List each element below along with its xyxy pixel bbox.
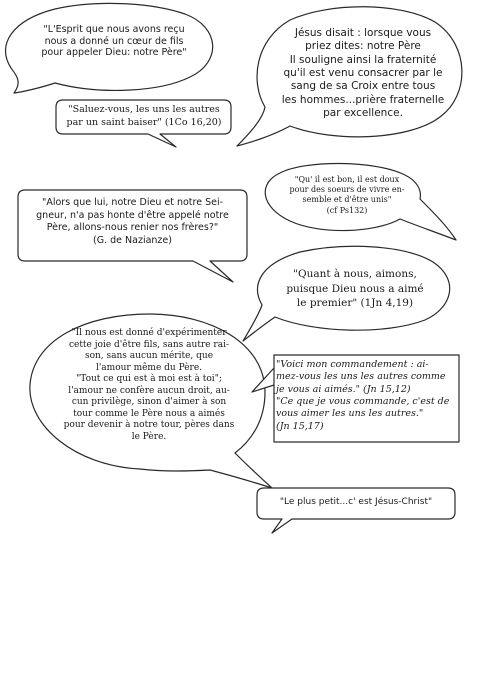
text-line: "Saluez-vous, les uns les autres	[68, 104, 220, 115]
text-line: "Qu' il est bon, il est doux	[294, 175, 400, 184]
text-line: qu'il est venu consacrer par le	[283, 66, 443, 79]
text-line: Jésus disait : lorsque vous	[294, 27, 432, 39]
text-line: puisque Dieu nous a aimé	[286, 282, 424, 295]
text-line: "Voici mon commandement : ai-	[276, 359, 429, 370]
bubble-petit-shape	[257, 488, 455, 533]
text-line: le premier" (1Jn 4,19)	[296, 297, 414, 310]
bubble-jesus-text	[276, 27, 450, 120]
text-line: "Le plus petit...c' est Jésus-Christ"	[279, 497, 433, 507]
bubble-donne-text	[55, 328, 243, 443]
text-line: tour comme le Père nous a aimés	[73, 408, 225, 419]
text-line: "Tout ce qui est à moi est à toi";	[76, 374, 222, 385]
text-line: Père, allons-nous renier nos frères?"	[46, 222, 219, 234]
bubble-petit-text	[260, 497, 452, 508]
text-line: les hommes...prière fraternelle	[281, 93, 445, 106]
bubble-alors-text	[21, 197, 244, 248]
text-line: "Quant à nous, aimons,	[293, 268, 417, 280]
text-line: par excellence.	[323, 106, 403, 119]
text-line: "L'Esprit que nous avons reçu	[43, 24, 185, 35]
text-line: par un saint baiser" (1Co 16,20)	[66, 116, 222, 128]
text-line: l'amour même du Père.	[95, 362, 203, 373]
text-line: le Père.	[131, 431, 167, 442]
text-line: "Alors que lui, notre Dieu et notre Sei-	[41, 197, 224, 208]
bubble-bon-text	[288, 175, 406, 216]
bubble-esprit-text	[38, 24, 190, 59]
text-line: "Ce que je vous commande, c'est de	[276, 396, 450, 408]
bubble-aimons-text	[280, 267, 430, 311]
text-line: (Jn 15,17)	[276, 420, 324, 432]
text-line: pour devenir à notre tour, pères dans	[63, 420, 235, 431]
text-line: Il souligne ainsi la fraternité	[289, 53, 437, 66]
text-line: l'amour ne confère aucun droit, au-	[68, 385, 230, 396]
text-line: son, sans aucun mérite, que	[84, 351, 214, 362]
text-line: pour appeler Dieu: notre Père"	[41, 47, 187, 59]
text-line: (cf Ps132)	[326, 205, 368, 215]
text-line: pour des soeurs de vivre en-	[289, 185, 405, 195]
text-line: vous aimer les uns les autres."	[276, 408, 424, 420]
text-line: semble et d'être unis"	[302, 195, 392, 205]
text-line: mez-vous les uns les autres comme	[276, 371, 446, 383]
text-line: (G. de Nazianze)	[93, 234, 172, 246]
text-line: "Il nous est donné d'expérimenter	[71, 328, 227, 338]
bubble-saluez-text	[60, 104, 228, 130]
text-line: je vous ai aimés." (Jn 15,12)	[276, 383, 411, 395]
text-line: gneur, n'a pas honte d'être appelé notre	[36, 209, 229, 221]
text-line: priez dites: notre Père	[305, 40, 421, 53]
text-line: nous a donné un cœur de fils	[44, 35, 184, 47]
text-line: cun privilège, sinon d'aimer à son	[71, 397, 227, 408]
text-line: cette joie d'être fils, sans autre rai-	[68, 339, 230, 350]
bubble-commandement-text	[276, 359, 457, 433]
text-line: sang de sa Croix entre tous	[290, 80, 436, 93]
